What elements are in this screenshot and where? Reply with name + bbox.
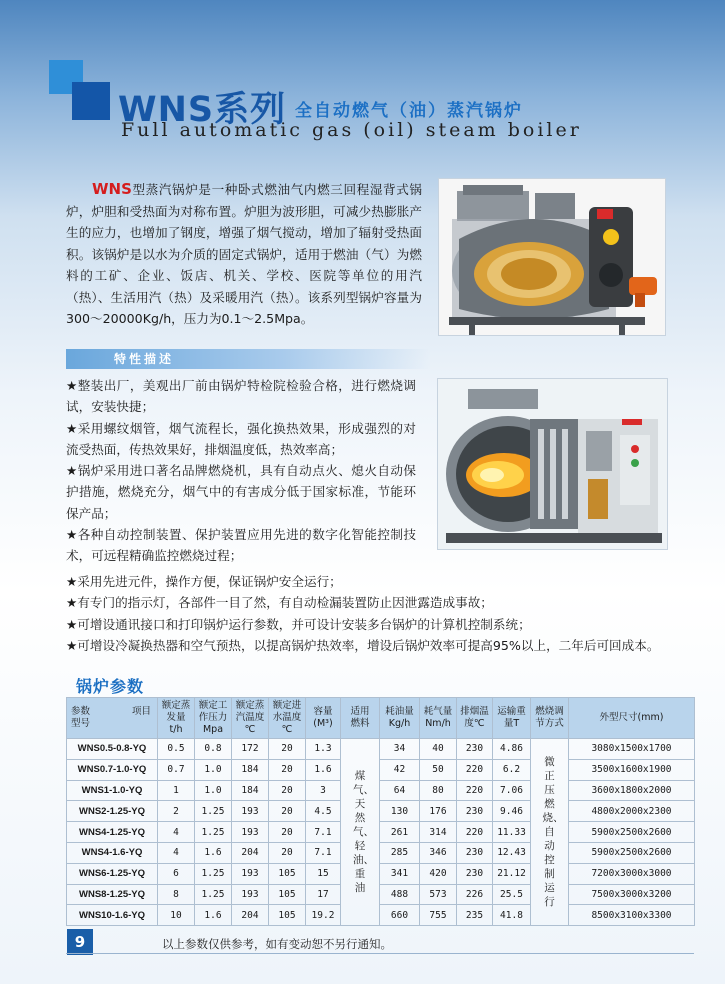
features-list-narrow: [66, 375, 416, 567]
table-cell-steam-temp: 193: [232, 822, 269, 843]
header-model-cell: [67, 698, 158, 739]
bottom-rule: [66, 953, 694, 954]
table-cell-oil: 34: [380, 739, 420, 760]
header-evap: 额定蒸 发量 t/h: [158, 698, 195, 739]
table-cell-model: WNS8-1.25-YQ: [67, 884, 158, 905]
table-cell-model: WNS4-1.25-YQ: [67, 822, 158, 843]
table-cell-steam-temp: 184: [232, 780, 269, 801]
table-cell-evap: 10: [158, 905, 195, 926]
table-cell-steam-temp: 193: [232, 884, 269, 905]
table-cell-model: WNS0.5-0.8-YQ: [67, 739, 158, 760]
table-cell-size: 3500x1600x1900: [569, 759, 695, 780]
table-cell-volume: 7.1: [306, 822, 341, 843]
header-oil: 耗油量 Kg/h: [380, 698, 420, 739]
table-cell-exhaust: 230: [457, 801, 493, 822]
feature-item: ★整装出厂，美观出厂前由锅炉特检院检验合格，进行燃烧调试，安装快捷；: [66, 378, 416, 415]
table-cell-model: WNS6-1.25-YQ: [67, 863, 158, 884]
boiler-cutaway-photo: [437, 378, 668, 550]
table-row: [67, 822, 695, 843]
header-gas: 耗气量 Nm/h: [420, 698, 457, 739]
table-row: [67, 842, 695, 863]
table-cell-volume: 3: [306, 780, 341, 801]
header-water-temp: 额定进 水温度 ℃: [269, 698, 306, 739]
table-cell-press: 1.0: [195, 780, 232, 801]
feature-item: ★采用螺纹烟管，烟气流程长，强化换热效果，形成强烈的对流受热面，传热效果好，排烟温度低，热效率高；: [66, 420, 416, 457]
table-row: [67, 780, 695, 801]
feature-item: ★锅炉采用进口著名品牌燃烧机，具有自动点火、熄火自动保护措施，燃烧充分，烟气中的有害成分低于国家标准，节能环保产品；: [66, 463, 416, 521]
intro-text: 型蒸汽锅炉是一种卧式燃油气内燃三回程湿背式锅炉，炉胆和受热面为对称布置。炉胆为波形胆，可减少热膨胀产生的应力，也增加了钢度，增强了烟气搅动，增加了辐射受热面积。该锅炉是以水为介质的固定式锅炉，适用于燃油（气）为燃料的工矿、企业、饭店、机关、学校、医院等单位的用汽（热）、生活用汽（热）及采暖用汽（热）。该系列型锅炉容量为300～20000Kg/h，压力为0.1～2.5Mpa。: [66, 182, 422, 326]
table-cell-volume: 7.1: [306, 842, 341, 863]
table-cell-oil: 130: [380, 801, 420, 822]
table-cell-size: 8500x3100x3300: [569, 905, 695, 926]
header-exhaust: 排烟温 度℃: [457, 698, 493, 739]
table-cell-oil: 64: [380, 780, 420, 801]
features-heading-bar: [66, 349, 430, 369]
header-mode: 燃烧调 节方式: [531, 698, 569, 739]
table-row: [67, 884, 695, 905]
table-cell-weight: 9.46: [493, 801, 531, 822]
table-cell-evap: 8: [158, 884, 195, 905]
table-cell-evap: 4: [158, 842, 195, 863]
table-cell-evap: 1: [158, 780, 195, 801]
table-row: [67, 863, 695, 884]
page-number: 9: [67, 929, 93, 955]
product-subtitle-en: Full automatic gas (oil) steam boiler: [121, 119, 582, 141]
table-row: [67, 759, 695, 780]
table-cell-exhaust: 235: [457, 905, 493, 926]
table-cell-size: 7500x3000x3200: [569, 884, 695, 905]
table-cell-volume: 1.3: [306, 739, 341, 760]
table-cell-model: WNS4-1.6-YQ: [67, 842, 158, 863]
table-row: [67, 739, 695, 760]
intro-paragraph: [66, 179, 422, 330]
table-cell-size: 7200x3000x3000: [569, 863, 695, 884]
params-table: [66, 697, 695, 926]
footer-note: 以上参数仅供参考，如有变动恕不另行通知。: [162, 937, 392, 951]
table-cell-oil: 42: [380, 759, 420, 780]
table-cell-weight: 6.2: [493, 759, 531, 780]
table-cell-steam-temp: 184: [232, 759, 269, 780]
table-cell-gas: 755: [420, 905, 457, 926]
table-cell-press: 1.25: [195, 863, 232, 884]
params-title: 锅炉参数: [76, 677, 145, 696]
table-row: [67, 905, 695, 926]
table-cell-gas: 50: [420, 759, 457, 780]
header-weight: 运输重 量T: [493, 698, 531, 739]
table-cell-water-temp: 20: [269, 759, 306, 780]
table-cell-oil: 488: [380, 884, 420, 905]
table-cell-weight: 11.33: [493, 822, 531, 843]
table-cell-press: 0.8: [195, 739, 232, 760]
table-cell-exhaust: 220: [457, 822, 493, 843]
table-cell-model: WNS10-1.6-YQ: [67, 905, 158, 926]
table-cell-volume: 19.2: [306, 905, 341, 926]
table-cell-gas: 573: [420, 884, 457, 905]
table-cell-gas: 40: [420, 739, 457, 760]
table-cell-size: 5900x2500x2600: [569, 842, 695, 863]
table-cell-steam-temp: 204: [232, 905, 269, 926]
table-cell-water-temp: 20: [269, 801, 306, 822]
feature-item: ★采用先进元件，操作方便，保证锅炉安全运行；: [66, 574, 342, 589]
table-cell-exhaust: 220: [457, 780, 493, 801]
header-size: 外型尺寸(mm): [569, 698, 695, 739]
table-cell-steam-temp: 193: [232, 801, 269, 822]
table-cell-oil: 285: [380, 842, 420, 863]
header-decor-square-dark: [72, 82, 110, 120]
table-cell-oil: 341: [380, 863, 420, 884]
table-row: [67, 801, 695, 822]
feature-item: ★有专门的指示灯，各部件一目了然，有自动检漏装置防止因泄露造成事故；: [66, 595, 493, 611]
feature-item: ★可增设冷凝换热器和空气预热，以提高锅炉热效率，增设后锅炉效率可提高95%以上，二年后可回成本。: [66, 637, 660, 653]
series-title: WNS系列: [118, 90, 287, 130]
table-cell-press: 1.25: [195, 801, 232, 822]
table-cell-size: 3080x1500x1700: [569, 739, 695, 760]
table-cell-exhaust: 220: [457, 759, 493, 780]
table-cell-model: WNS2-1.25-YQ: [67, 801, 158, 822]
header-param: 参数: [71, 706, 91, 717]
table-cell-weight: 7.06: [493, 780, 531, 801]
table-cell-press: 1.25: [195, 822, 232, 843]
table-cell-size: 5900x2500x2600: [569, 822, 695, 843]
table-cell-steam-temp: 204: [232, 842, 269, 863]
header-item: 项目: [131, 706, 151, 717]
table-cell-steam-temp: 193: [232, 863, 269, 884]
feature-item: ★可增设通讯接口和打印锅炉运行参数，并可设计安装多台锅炉的计算机控制系统；: [66, 616, 531, 632]
table-cell-press: 1.6: [195, 905, 232, 926]
table-cell-volume: 17: [306, 884, 341, 905]
table-cell-volume: 15: [306, 863, 341, 884]
table-cell-weight: 4.86: [493, 739, 531, 760]
table-cell-evap: 2: [158, 801, 195, 822]
table-cell-press: 1.25: [195, 884, 232, 905]
features-heading: 特性描述: [114, 352, 175, 366]
boiler-exterior-photo: [438, 178, 666, 336]
table-cell-size: 3600x1800x2000: [569, 780, 695, 801]
table-cell-water-temp: 105: [269, 863, 306, 884]
table-cell-evap: 4: [158, 822, 195, 843]
table-cell-press: 1.6: [195, 842, 232, 863]
table-cell-weight: 12.43: [493, 842, 531, 863]
fuel-types-cell: 煤气、天然气、轻油、重油: [341, 739, 380, 926]
params-header-row: [67, 698, 695, 739]
table-cell-evap: 0.5: [158, 739, 195, 760]
header-volume: 容量 (M³): [306, 698, 341, 739]
table-cell-water-temp: 20: [269, 842, 306, 863]
table-cell-size: 4800x2000x2300: [569, 801, 695, 822]
table-cell-gas: 420: [420, 863, 457, 884]
feature-item: ★各种自动控制装置、保护装置应用先进的数字化智能控制技术，可远程精确监控燃烧过程；: [66, 527, 416, 564]
table-cell-press: 1.0: [195, 759, 232, 780]
table-cell-evap: 0.7: [158, 759, 195, 780]
table-cell-exhaust: 230: [457, 842, 493, 863]
table-cell-volume: 1.6: [306, 759, 341, 780]
table-cell-evap: 6: [158, 863, 195, 884]
table-cell-water-temp: 105: [269, 905, 306, 926]
table-cell-model: WNS1-1.0-YQ: [67, 780, 158, 801]
intro-brand: WNS: [92, 180, 132, 198]
table-cell-oil: 261: [380, 822, 420, 843]
table-cell-water-temp: 20: [269, 780, 306, 801]
table-cell-volume: 4.5: [306, 801, 341, 822]
table-cell-exhaust: 226: [457, 884, 493, 905]
table-cell-gas: 176: [420, 801, 457, 822]
table-cell-exhaust: 230: [457, 739, 493, 760]
table-cell-water-temp: 105: [269, 884, 306, 905]
table-cell-gas: 346: [420, 842, 457, 863]
table-cell-steam-temp: 172: [232, 739, 269, 760]
features-list-wide: [66, 571, 694, 656]
header-steam-temp: 额定蒸 汽温度 ℃: [232, 698, 269, 739]
combustion-mode-cell: 微正压燃烧、自动控制运行: [531, 739, 569, 926]
table-cell-water-temp: 20: [269, 739, 306, 760]
product-subtitle-cn: 全自动燃气（油）蒸汽锅炉: [295, 101, 523, 121]
table-cell-exhaust: 230: [457, 863, 493, 884]
table-cell-weight: 25.5: [493, 884, 531, 905]
table-cell-weight: 21.12: [493, 863, 531, 884]
header-model: 型号: [71, 718, 91, 729]
table-cell-oil: 660: [380, 905, 420, 926]
table-cell-weight: 41.8: [493, 905, 531, 926]
header-press: 额定工 作压力 Mpa: [195, 698, 232, 739]
table-cell-gas: 80: [420, 780, 457, 801]
table-cell-water-temp: 20: [269, 822, 306, 843]
table-cell-gas: 314: [420, 822, 457, 843]
header-fuel: 适用 燃料: [341, 698, 380, 739]
table-cell-model: WNS0.7-1.0-YQ: [67, 759, 158, 780]
